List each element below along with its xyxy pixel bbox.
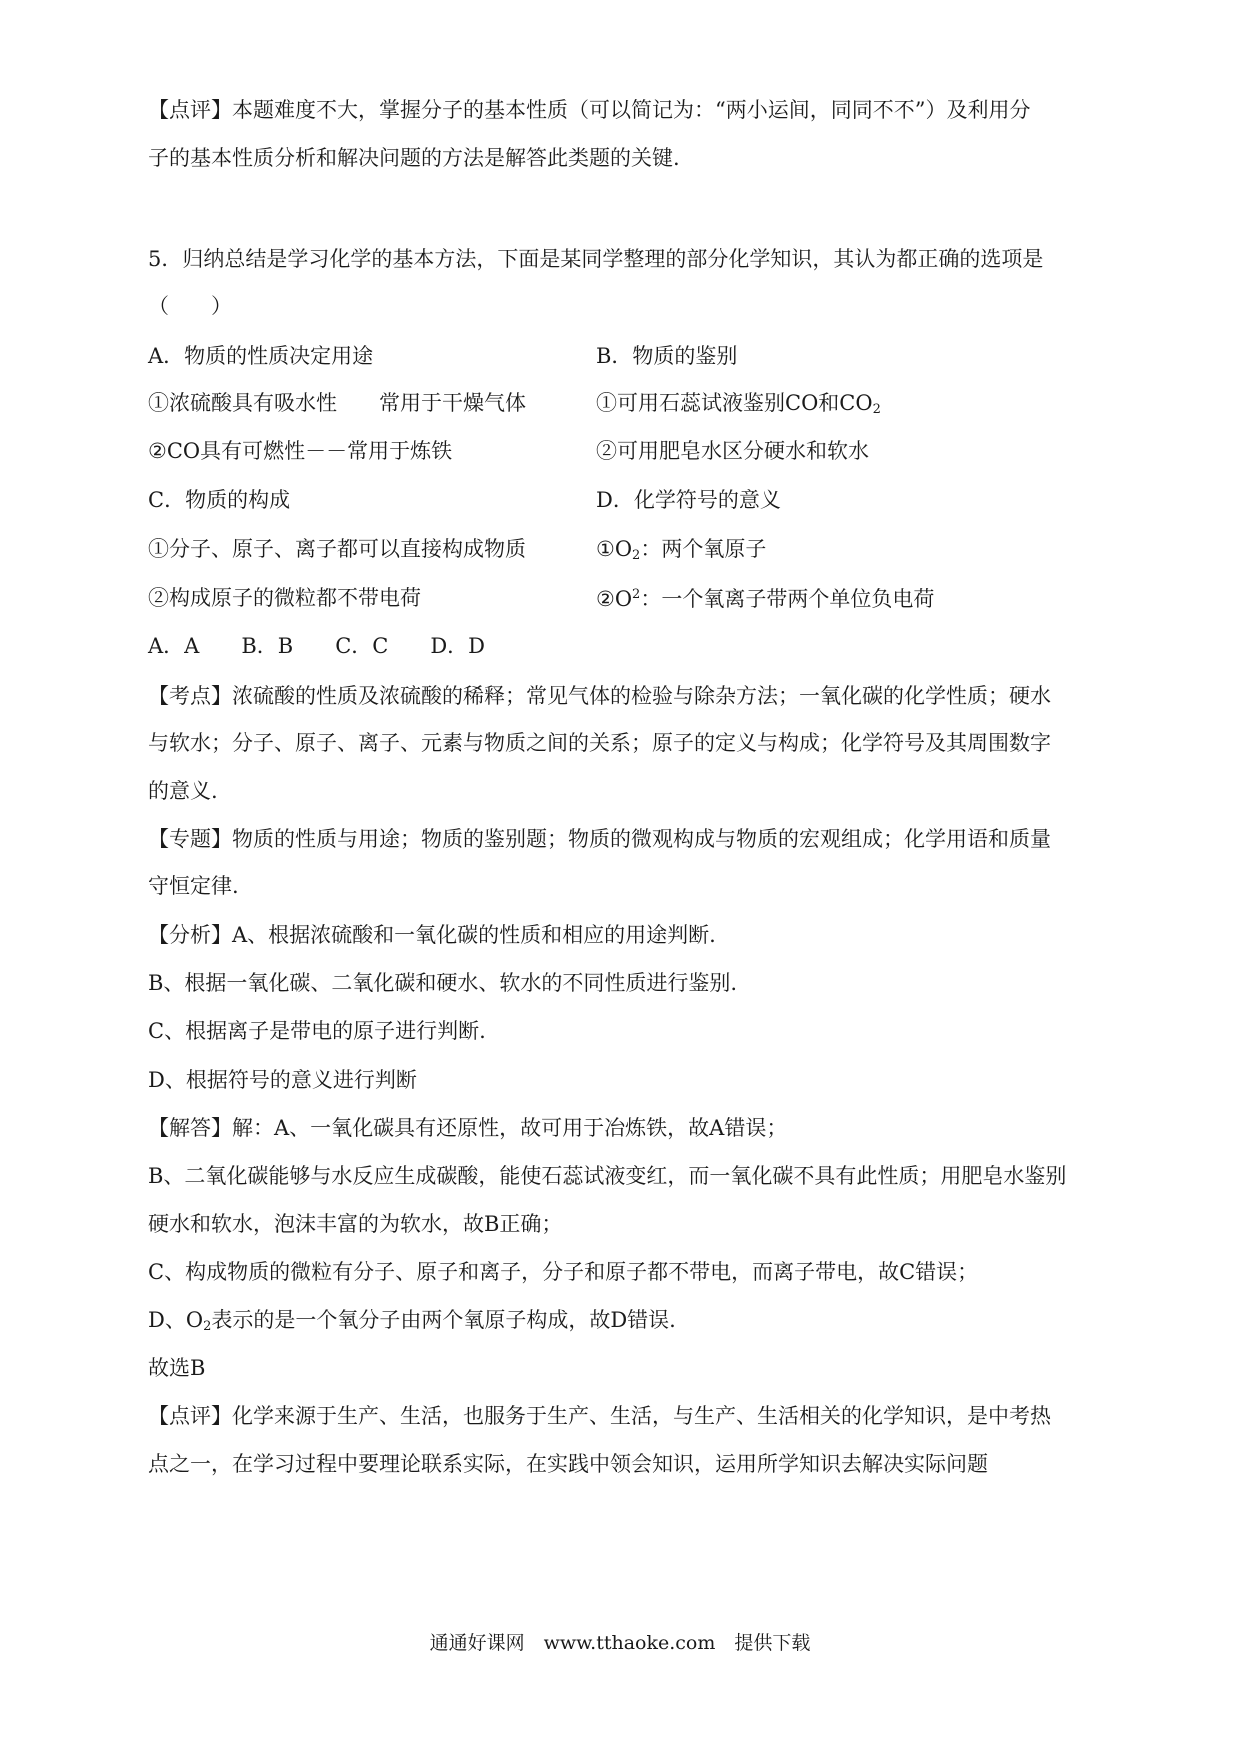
zhuanti-line-2: 守恒定律.	[148, 874, 239, 898]
prev-review-line-1: 【点评】本题难度不大，掌握分子的基本性质（可以简记为：“两小运间，同同不不”）及利用分	[148, 98, 1031, 122]
option-c-title: C．物质的构成	[148, 488, 291, 512]
fenxi-line-1: 【分析】A、根据浓硫酸和一氧化碳的性质和相应的用途判断.	[148, 923, 716, 947]
jieda-line-6: 故选B	[148, 1356, 206, 1380]
question-stem-line-1: 5．归纳总结是学习化学的基本方法，下面是某同学整理的部分化学知识，其认为都正确的选项是	[148, 247, 1044, 271]
option-a-item-2: ②CO具有可燃性－－常用于炼铁	[148, 439, 453, 463]
option-a-title: A．物质的性质决定用途	[148, 344, 374, 368]
jieda-line-2: B、二氧化碳能够与水反应生成碳酸，能使石蕊试液变红，而一氧化碳不具有此性质；用肥皂水鉴别	[148, 1164, 1067, 1188]
dianping-line-2: 点之一，在学习过程中要理论联系实际，在实践中领会知识，运用所学知识去解决实际问题	[148, 1452, 988, 1476]
answer-options: A．A B．B C．C D．D	[148, 634, 486, 658]
option-c-item-1: ①分子、原子、离子都可以直接构成物质	[148, 537, 526, 561]
jieda-line-3: 硬水和软水，泡沫丰富的为软水，故B正确；	[148, 1212, 563, 1236]
fenxi-line-4: D、根据符号的意义进行判断	[148, 1068, 417, 1092]
zhuanti-line-1: 【专题】物质的性质与用途；物质的鉴别题；物质的微观构成与物质的宏观组成；化学用语和质量	[148, 827, 1051, 851]
option-c-item-2: ②构成原子的微粒都不带电荷	[148, 586, 421, 610]
option-b-item-1: ①可用石蕊试液鉴别CO和$CO_2$	[596, 391, 881, 417]
jieda-line-4: C、构成物质的微粒有分子、原子和离子，分子和原子都不带电，而离子带电，故C错误；	[148, 1260, 979, 1284]
option-a-item-1: ①浓硫酸具有吸水性 常用于干燥气体	[148, 391, 526, 415]
fenxi-line-3: C、根据离子是带电的原子进行判断.	[148, 1019, 486, 1043]
jieda-line-5: D、$O_2$表示的是一个氧分子由两个氧原子构成，故D错误.	[148, 1308, 676, 1334]
kaodian-line-3: 的意义.	[148, 779, 218, 803]
option-b-title: B．物质的鉴别	[596, 344, 738, 368]
option-d-item-2: $②O^2$：一个氧离子带两个单位负电荷	[596, 587, 935, 611]
prev-review-line-2: 子的基本性质分析和解决问题的方法是解答此类题的关键.	[148, 146, 680, 170]
fenxi-line-2: B、根据一氧化碳、二氧化碳和硬水、软水的不同性质进行鉴别.	[148, 971, 738, 995]
option-d-item-1: $①O_2$：两个氧原子	[596, 537, 767, 563]
kaodian-line-1: 【考点】浓硫酸的性质及浓硫酸的稀释；常见气体的检验与除杂方法；一氧化碳的化学性质；硬水	[148, 684, 1051, 708]
question-stem-line-2: （ ）	[148, 294, 232, 318]
dianping-line-1: 【点评】化学来源于生产、生活，也服务于生产、生活，与生产、生活相关的化学知识，是中考热	[148, 1404, 1051, 1428]
kaodian-line-2: 与软水；分子、原子、离子、元素与物质之间的关系；原子的定义与构成；化学符号及其周围数字	[148, 731, 1051, 755]
jieda-line-1: 【解答】解：A、一氧化碳具有还原性，故可用于冶炼铁，故A错误；	[148, 1116, 788, 1140]
page-footer: 通通好课网 www.tthaoke.com 提供下载	[429, 1632, 811, 1654]
option-b-item-2: ②可用肥皂水区分硬水和软水	[596, 439, 869, 463]
option-d-title: D．化学符号的意义	[596, 488, 781, 512]
